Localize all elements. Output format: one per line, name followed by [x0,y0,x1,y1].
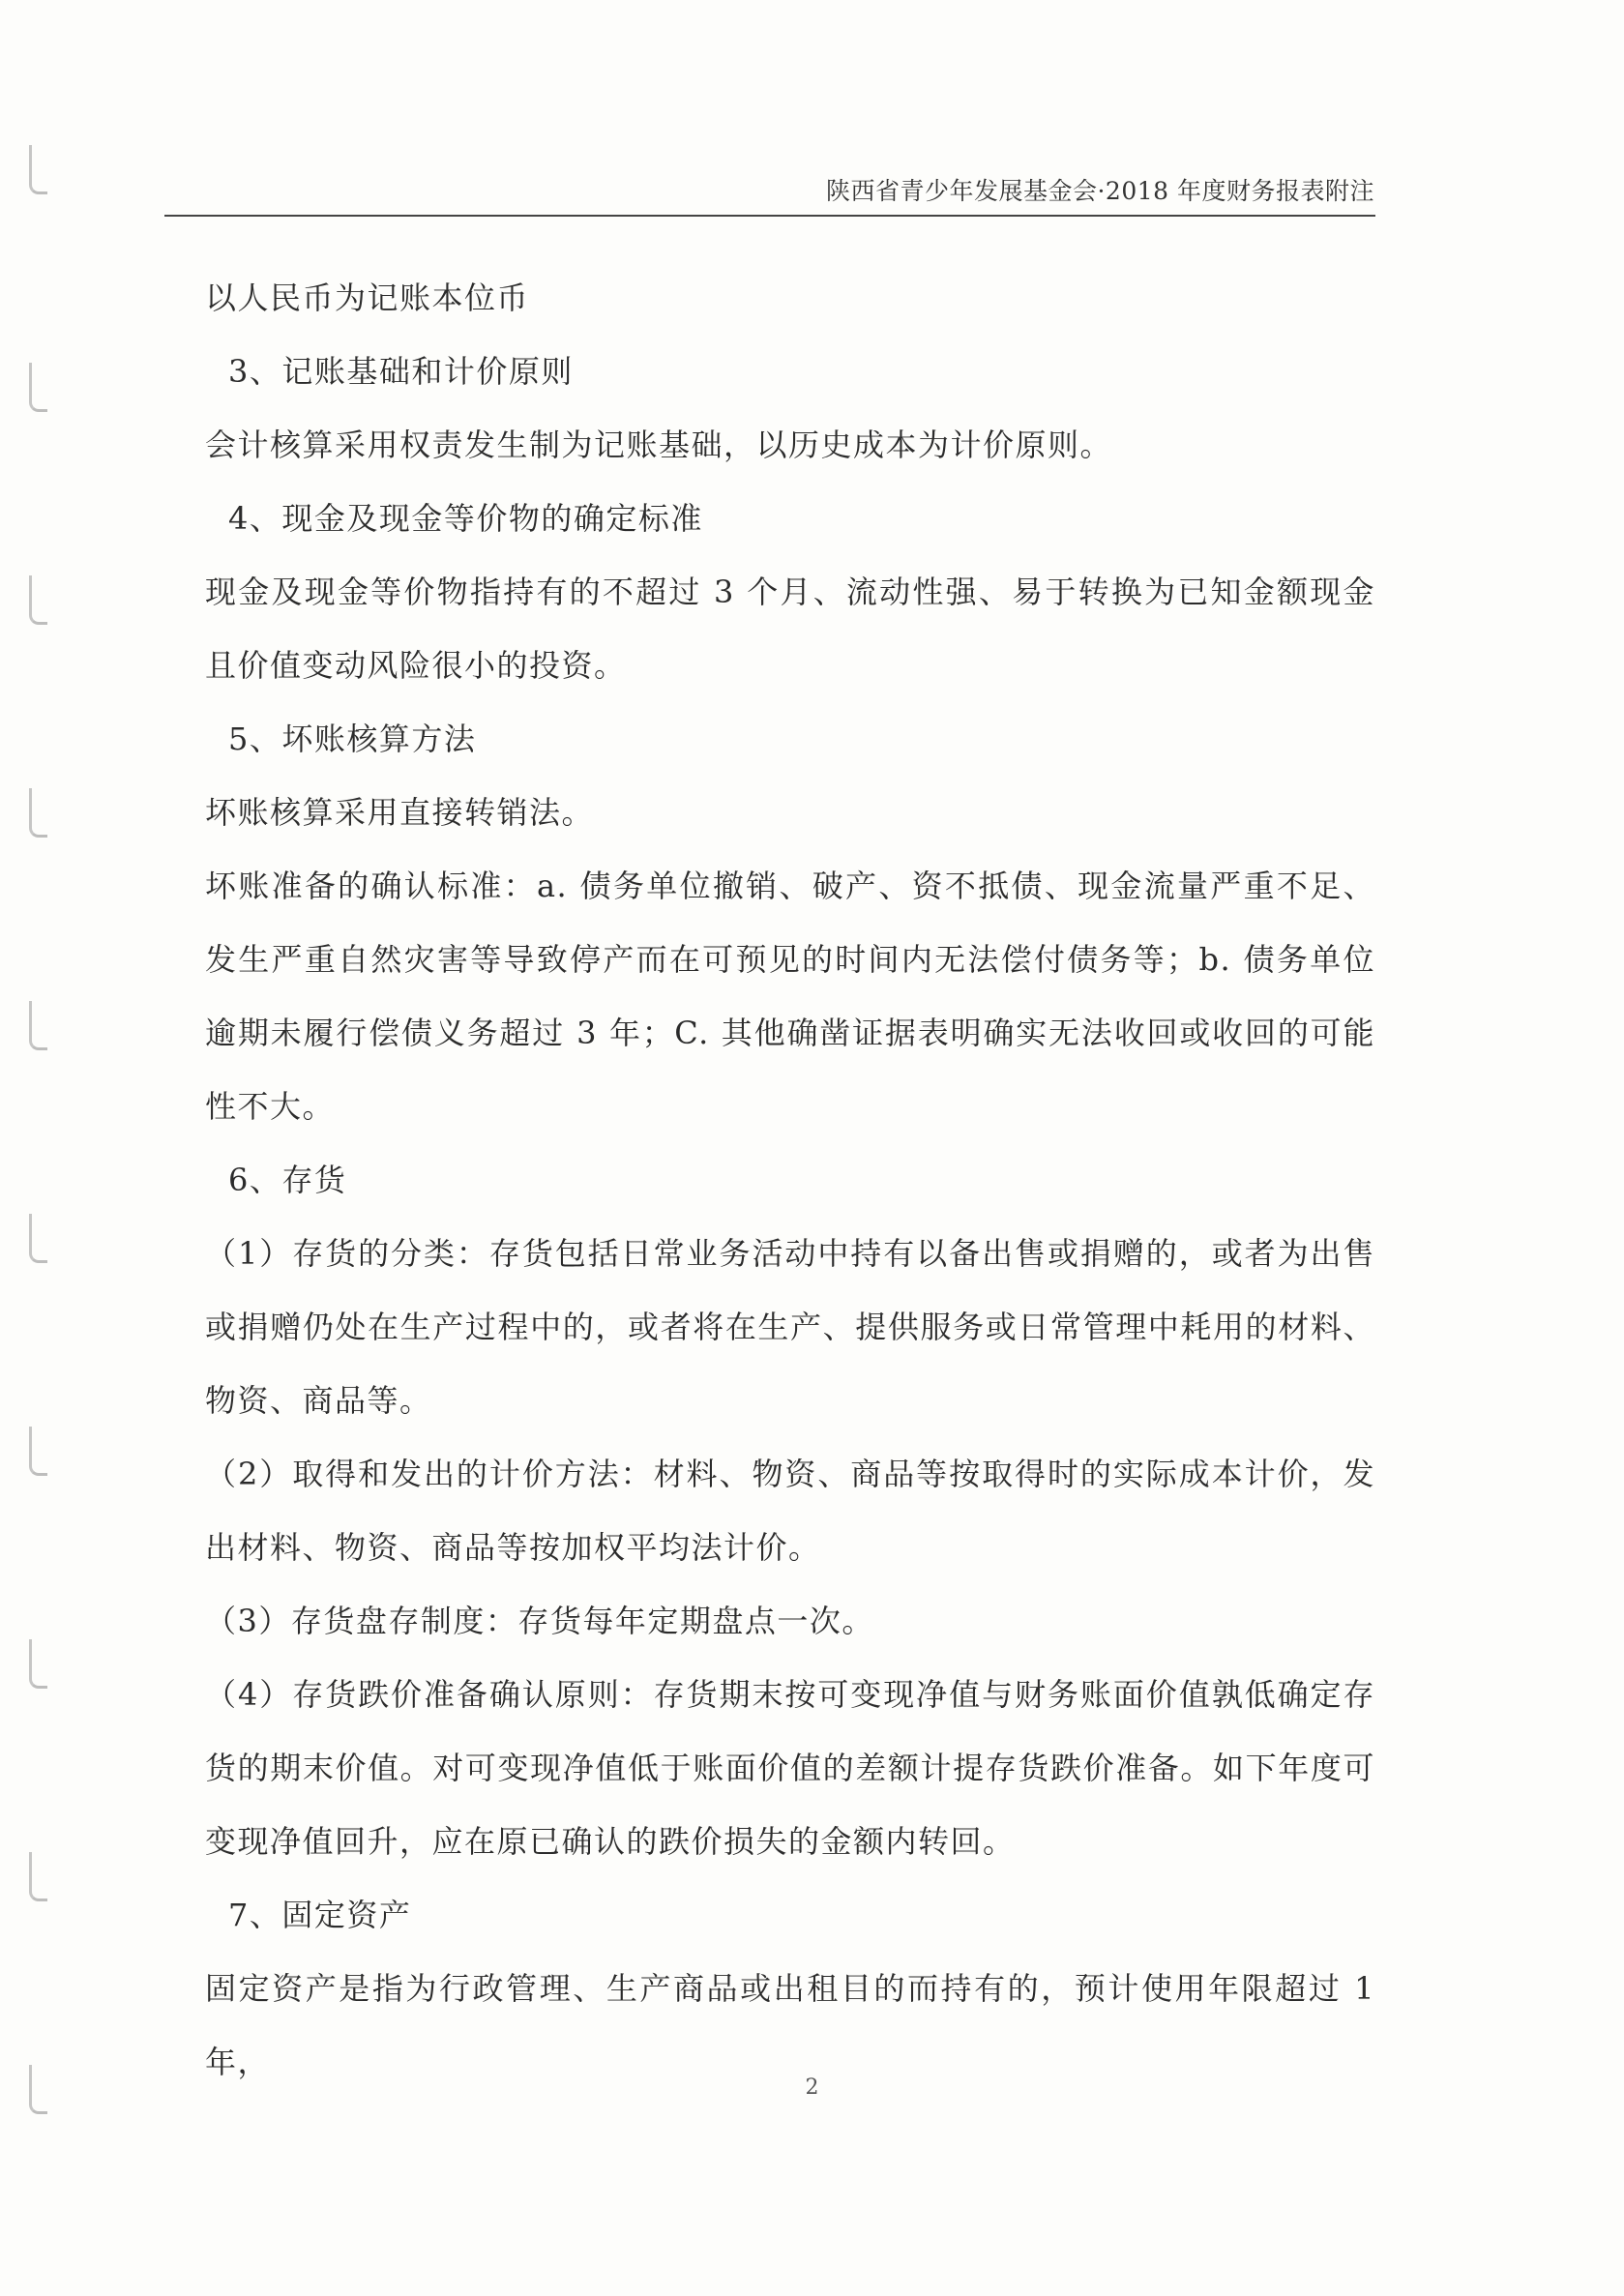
paragraph: （1）存货的分类：存货包括日常业务活动中持有以备出售或捐赠的，或者为出售或捐赠仍处在生产过程中的，或者将在生产、提供服务或日常管理中耗用的材料、物资、商品等。 [205,1235,1375,1419]
binding-mark [29,145,47,194]
binding-mark [29,1852,47,1901]
binding-mark [29,1639,47,1689]
page-number: 2 [805,2075,819,2100]
paragraph: （3）存货盘存制度：存货每年定期盘点一次。 [205,1603,874,1639]
paragraph: （4）存货跌价准备确认原则：存货期末按可变现净值与财务账面价值孰低确定存货的期末价值。对可变现净值低于账面价值的差额计提存货跌价准备。如下年度可变现净值回升，应在原已确认的跌价损失的金额内转回。 [205,1676,1375,1860]
paragraph: 现金及现金等价物指持有的不超过 3 个月、流动性强、易于转换为已知金额现金且价值变动风险很小的投资。 [205,574,1375,684]
section-heading: 3、记账基础和计价原则 [228,353,574,390]
paragraph: （2）取得和发出的计价方法：材料、物资、商品等按取得时的实际成本计价，发出材料、物资、商品等按加权平均法计价。 [205,1456,1375,1566]
paragraph: 会计核算采用权责发生制为记账基础，以历史成本为计价原则。 [205,427,1113,463]
paragraph: 坏账核算采用直接转销法。 [205,794,595,831]
section-heading: 5、坏账核算方法 [228,721,477,757]
binding-mark [29,788,47,838]
page-header: 陕西省青少年发展基金会·2018 年度财务报表附注 [825,177,1374,205]
section-heading: 6、存货 [228,1162,347,1198]
binding-mark [29,575,47,625]
binding-mark [29,1214,47,1263]
section-heading: 7、固定资产 [228,1897,412,1933]
binding-mark [29,1427,47,1476]
binding-mark [29,363,47,412]
binding-mark [29,1001,47,1050]
section-heading: 4、现金及现金等价物的确定标准 [228,500,703,537]
paragraph: 以人民币为记账本位币 [205,280,530,316]
document-body [205,261,1375,2099]
paragraph: 固定资产是指为行政管理、生产商品或出租目的而持有的，预计使用年限超过 1 年， [205,1970,1375,2080]
header-divider [164,215,1375,217]
paragraph: 坏账准备的确认标准：a. 债务单位撤销、破产、资不抵债、现金流量严重不足、发生严重自然灾害等导致停产而在可预见的时间内无法偿付债务等；b. 债务单位逾期未履行偿债义务超过 3 年；C. 其他确凿证据表明确实无法收回或收回的可能性不大。 [205,868,1375,1125]
